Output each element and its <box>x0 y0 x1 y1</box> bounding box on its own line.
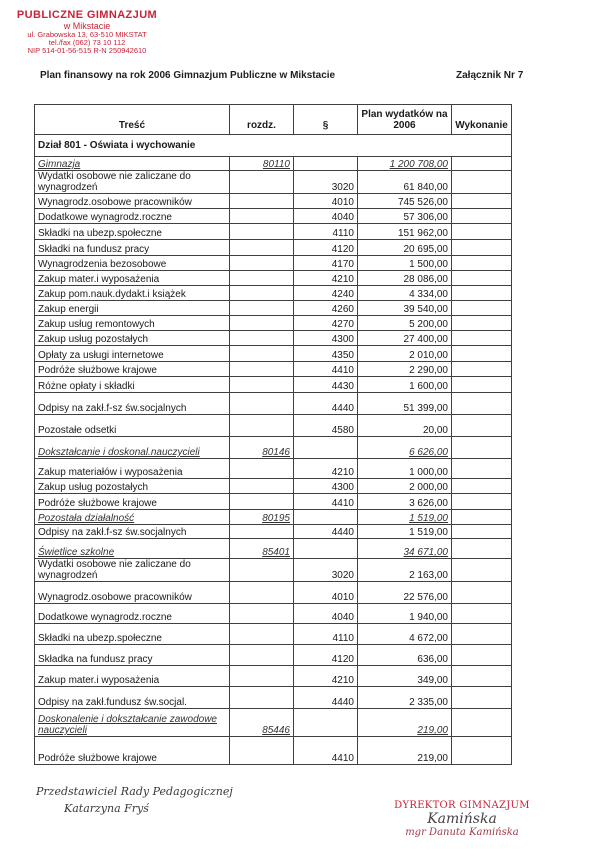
table-row <box>35 271 512 286</box>
table-row <box>35 604 512 624</box>
section-row <box>35 157 512 171</box>
row-done <box>452 559 512 582</box>
row-done <box>452 709 512 737</box>
row-done <box>452 240 512 256</box>
row-amount: 151 962,00 <box>358 224 452 240</box>
row-amount: 1 600,00 <box>358 377 452 393</box>
dzial-label: Dział 801 - Oświata i wychowanie <box>35 135 512 157</box>
row-rozdz <box>230 346 294 362</box>
row-name: Zakup mater.i wyposażenia <box>35 271 230 286</box>
section-row <box>35 437 512 459</box>
section-row <box>35 510 512 525</box>
table-row <box>35 377 512 393</box>
table-row <box>35 494 512 510</box>
row-amount: 219,00 <box>358 709 452 737</box>
row-rozdz: 80195 <box>230 510 294 525</box>
row-amount: 745 526,00 <box>358 194 452 209</box>
row-rozdz: 80146 <box>230 437 294 459</box>
row-paragraph: 4410 <box>294 362 358 377</box>
section-row <box>35 539 512 559</box>
row-name: Zakup mater.i wyposażenia <box>35 666 230 687</box>
row-paragraph: 4210 <box>294 459 358 479</box>
row-done <box>452 209 512 224</box>
row-name: Dokształcanie i doskonal.nauczycieli <box>35 437 230 459</box>
row-done <box>452 687 512 709</box>
row-name: Zakup materiałów i wyposażenia <box>35 459 230 479</box>
row-amount: 1 940,00 <box>358 604 452 624</box>
table-row <box>35 415 512 437</box>
row-rozdz <box>230 459 294 479</box>
row-amount: 5 200,00 <box>358 316 452 331</box>
header-plan: Plan wydatków na 2006 <box>358 105 452 135</box>
row-name: Dodatkowe wynagrodz.roczne <box>35 209 230 224</box>
row-name: Zakup pom.nauk.dydakt.i książek <box>35 286 230 301</box>
row-paragraph: 4300 <box>294 479 358 494</box>
row-done <box>452 645 512 666</box>
table-row <box>35 286 512 301</box>
row-rozdz <box>230 582 294 604</box>
row-name: Podróże służbowe krajowe <box>35 494 230 510</box>
row-done <box>452 286 512 301</box>
row-paragraph: 3020 <box>294 171 358 194</box>
row-rozdz: 80110 <box>230 157 294 171</box>
row-amount: 2 290,00 <box>358 362 452 377</box>
row-rozdz <box>230 624 294 645</box>
header-name: Treść <box>35 105 230 135</box>
row-amount: 636,00 <box>358 645 452 666</box>
row-name: Opłaty za usługi internetowe <box>35 346 230 362</box>
row-name: Odpisy na zakł.fundusz św.socjal. <box>35 687 230 709</box>
row-rozdz <box>230 316 294 331</box>
row-paragraph: 4430 <box>294 377 358 393</box>
row-done <box>452 377 512 393</box>
row-amount: 1 519,00 <box>358 510 452 525</box>
table-row <box>35 316 512 331</box>
table-row <box>35 209 512 224</box>
row-paragraph: 4440 <box>294 525 358 539</box>
row-name: Podróże służbowe krajowe <box>35 362 230 377</box>
row-amount: 51 399,00 <box>358 393 452 415</box>
stamp-nip: NIP 514-01-56-515 R-N 250942610 <box>27 45 147 55</box>
table-row <box>35 666 512 687</box>
table-row <box>35 224 512 240</box>
row-name: Podróże służbowe krajowe <box>35 737 230 765</box>
document-title: Plan finansowy na rok 2006 Gimnazjum Publiczne w Mikstacie <box>40 70 336 81</box>
row-done <box>452 415 512 437</box>
row-rozdz <box>230 362 294 377</box>
row-done <box>452 582 512 604</box>
handwritten-line-1: Przedstawiciel Rady Pedagogicznej <box>36 785 233 798</box>
table-header-row <box>35 105 512 135</box>
row-done <box>452 525 512 539</box>
row-paragraph: 4210 <box>294 271 358 286</box>
row-paragraph: 4040 <box>294 604 358 624</box>
row-name: Pozostała działalność <box>35 510 230 525</box>
director-role: DYREKTOR GIMNAZJUM <box>394 800 530 811</box>
table-row <box>35 346 512 362</box>
row-done <box>452 301 512 316</box>
stamp-address: ul. Grabowska 13, 63-510 MIKSTAT <box>27 29 147 39</box>
row-paragraph: 4210 <box>294 666 358 687</box>
row-amount: 20,00 <box>358 415 452 437</box>
row-done <box>452 737 512 765</box>
table-row <box>35 582 512 604</box>
table-row <box>35 559 512 582</box>
row-name: Składka na fundusz pracy <box>35 645 230 666</box>
row-amount: 2 000,00 <box>358 479 452 494</box>
row-done <box>452 539 512 559</box>
row-name: Wynagrodzenia bezosobowe <box>35 256 230 271</box>
row-paragraph: 4260 <box>294 301 358 316</box>
row-paragraph: 4010 <box>294 582 358 604</box>
row-done <box>452 393 512 415</box>
row-rozdz <box>230 645 294 666</box>
row-name: Składki na fundusz pracy <box>35 240 230 256</box>
row-paragraph: 4110 <box>294 224 358 240</box>
row-done <box>452 624 512 645</box>
budget-table <box>34 104 512 765</box>
row-amount: 22 576,00 <box>358 582 452 604</box>
row-paragraph: 4120 <box>294 240 358 256</box>
annex-label: Załącznik Nr 7 <box>456 70 524 81</box>
dzial-row <box>35 135 512 157</box>
row-name: Zakup usług pozostałych <box>35 331 230 346</box>
row-done <box>452 479 512 494</box>
row-amount: 349,00 <box>358 666 452 687</box>
header-rozdz: rozdz. <box>230 105 294 135</box>
row-rozdz <box>230 559 294 582</box>
row-amount: 4 334,00 <box>358 286 452 301</box>
row-rozdz <box>230 194 294 209</box>
table-body <box>35 135 512 765</box>
row-rozdz: 85401 <box>230 539 294 559</box>
row-rozdz <box>230 604 294 624</box>
table-row <box>35 301 512 316</box>
row-name: Wydatki osobowe nie zaliczane do wynagrodzeń <box>35 171 230 194</box>
row-amount: 57 306,00 <box>358 209 452 224</box>
row-rozdz <box>230 171 294 194</box>
row-paragraph <box>294 510 358 525</box>
row-rozdz <box>230 525 294 539</box>
row-paragraph: 4270 <box>294 316 358 331</box>
row-rozdz <box>230 393 294 415</box>
section-row <box>35 709 512 737</box>
row-rozdz <box>230 271 294 286</box>
row-paragraph: 4440 <box>294 687 358 709</box>
row-name: Zakup usług pozostałych <box>35 479 230 494</box>
row-name: Doskonalenie i dokształcanie zawodowe nauczycieli <box>35 709 230 737</box>
row-amount: 2 010,00 <box>358 346 452 362</box>
row-done <box>452 224 512 240</box>
row-paragraph: 4240 <box>294 286 358 301</box>
row-done <box>452 171 512 194</box>
table-row <box>35 393 512 415</box>
row-amount: 39 540,00 <box>358 301 452 316</box>
row-done <box>452 666 512 687</box>
row-rozdz <box>230 301 294 316</box>
row-amount: 34 671,00 <box>358 539 452 559</box>
table-row <box>35 687 512 709</box>
director-name: mgr Danuta Kamińska <box>405 827 519 838</box>
table-row <box>35 624 512 645</box>
row-name: Pozostałe odsetki <box>35 415 230 437</box>
row-name: Dodatkowe wynagrodz.roczne <box>35 604 230 624</box>
row-amount: 1 519,00 <box>358 525 452 539</box>
row-paragraph: 3020 <box>294 559 358 582</box>
row-paragraph <box>294 709 358 737</box>
director-signature-block <box>382 800 542 838</box>
row-paragraph: 4350 <box>294 346 358 362</box>
row-name: Gimnazja <box>35 157 230 171</box>
school-stamp <box>12 10 162 55</box>
table-row <box>35 525 512 539</box>
row-rozdz <box>230 286 294 301</box>
row-paragraph: 4410 <box>294 737 358 765</box>
row-amount: 3 626,00 <box>358 494 452 510</box>
row-done <box>452 494 512 510</box>
row-amount: 4 672,00 <box>358 624 452 645</box>
row-rozdz <box>230 256 294 271</box>
row-done <box>452 362 512 377</box>
row-done <box>452 256 512 271</box>
row-name: Składki na ubezp.społeczne <box>35 624 230 645</box>
table-row <box>35 256 512 271</box>
table-row <box>35 459 512 479</box>
row-paragraph: 4580 <box>294 415 358 437</box>
stamp-phone: tel./fax (062) 73 10 112 <box>48 37 126 47</box>
row-rozdz <box>230 737 294 765</box>
row-rozdz <box>230 479 294 494</box>
row-amount: 61 840,00 <box>358 171 452 194</box>
table-row <box>35 737 512 765</box>
row-name: Wynagrodz.osobowe pracowników <box>35 194 230 209</box>
row-name: Różne opłaty i składki <box>35 377 230 393</box>
header-done: Wykonanie <box>452 105 512 135</box>
row-paragraph: 4170 <box>294 256 358 271</box>
row-paragraph: 4440 <box>294 393 358 415</box>
row-amount: 1 500,00 <box>358 256 452 271</box>
row-done <box>452 331 512 346</box>
stamp-school-name: PUBLICZNE GIMNAZJUM <box>16 9 158 21</box>
row-rozdz <box>230 377 294 393</box>
row-rozdz <box>230 209 294 224</box>
row-done <box>452 157 512 171</box>
row-done <box>452 346 512 362</box>
table-row <box>35 194 512 209</box>
row-amount: 219,00 <box>358 737 452 765</box>
row-rozdz <box>230 666 294 687</box>
row-paragraph: 4040 <box>294 209 358 224</box>
row-amount: 27 400,00 <box>358 331 452 346</box>
header-paragraph: § <box>294 105 358 135</box>
handwritten-line-2: Katarzyna Fryś <box>64 801 149 815</box>
row-amount: 1 200 708,00 <box>358 157 452 171</box>
table-row <box>35 362 512 377</box>
row-amount: 2 163,00 <box>358 559 452 582</box>
row-name: Zakup energii <box>35 301 230 316</box>
row-amount: 1 000,00 <box>358 459 452 479</box>
row-rozdz: 85446 <box>230 709 294 737</box>
row-amount: 28 086,00 <box>358 271 452 286</box>
row-amount: 2 335,00 <box>358 687 452 709</box>
row-name: Świetlice szkolne <box>35 539 230 559</box>
handwritten-note <box>36 784 296 817</box>
row-amount: 20 695,00 <box>358 240 452 256</box>
row-done <box>452 194 512 209</box>
table-row <box>35 645 512 666</box>
row-name: Odpisy na zakł.f-sz św.socjalnych <box>35 393 230 415</box>
row-rozdz <box>230 240 294 256</box>
row-paragraph: 4300 <box>294 331 358 346</box>
row-name: Wydatki osobowe nie zaliczane do wynagrodzeń <box>35 559 230 582</box>
row-done <box>452 510 512 525</box>
row-rozdz <box>230 415 294 437</box>
row-done <box>452 271 512 286</box>
row-paragraph: 4410 <box>294 494 358 510</box>
row-paragraph <box>294 437 358 459</box>
row-done <box>452 604 512 624</box>
row-paragraph: 4010 <box>294 194 358 209</box>
row-paragraph: 4120 <box>294 645 358 666</box>
row-name: Odpisy na zakł.f-sz św.socjalnych <box>35 525 230 539</box>
row-paragraph <box>294 157 358 171</box>
row-name: Składki na ubezp.społeczne <box>35 224 230 240</box>
table-row <box>35 479 512 494</box>
row-done <box>452 316 512 331</box>
table-row <box>35 240 512 256</box>
stamp-town: w Mikstacie <box>63 20 111 31</box>
row-rozdz <box>230 494 294 510</box>
row-done <box>452 459 512 479</box>
signature-scribble: Kamińska <box>427 811 497 827</box>
row-rozdz <box>230 224 294 240</box>
row-amount: 6 626,00 <box>358 437 452 459</box>
row-paragraph: 4110 <box>294 624 358 645</box>
table-row <box>35 171 512 194</box>
row-done <box>452 437 512 459</box>
row-rozdz <box>230 331 294 346</box>
table-row <box>35 331 512 346</box>
row-rozdz <box>230 687 294 709</box>
row-name: Zakup usług remontowych <box>35 316 230 331</box>
row-name: Wynagrodz.osobowe pracowników <box>35 582 230 604</box>
row-paragraph <box>294 539 358 559</box>
